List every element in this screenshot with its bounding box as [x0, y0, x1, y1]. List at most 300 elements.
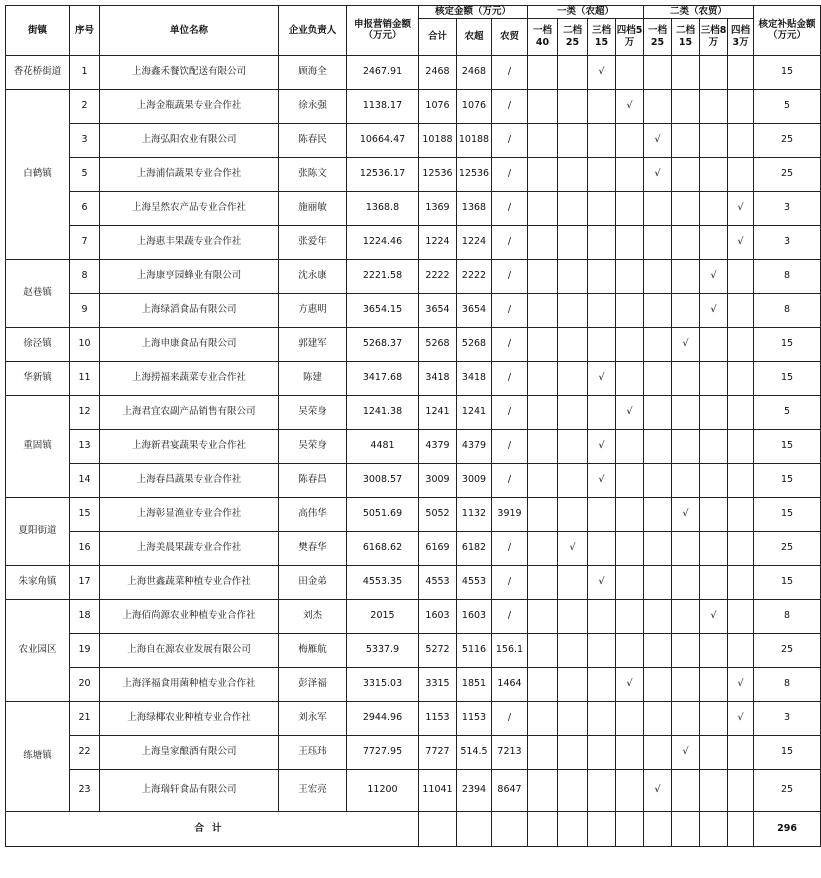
tier-cell: [558, 123, 588, 157]
seq-cell: 13: [70, 429, 100, 463]
tier-cell: √: [672, 327, 700, 361]
tier-cell: [728, 327, 754, 361]
tier-cell: [588, 701, 616, 735]
supermarket-cell: 1851: [457, 667, 492, 701]
table-row: [6, 327, 821, 361]
tier-cell: [672, 225, 700, 259]
header-town: 街镇: [6, 6, 70, 56]
tier-cell: [700, 225, 728, 259]
tier-cell: [588, 225, 616, 259]
tier-cell: [528, 157, 558, 191]
tier-cell: [700, 633, 728, 667]
tier-cell: [616, 293, 644, 327]
header-cat2: 二类（农贸）: [644, 6, 754, 19]
header-c1-tier2: 二档25: [558, 18, 588, 55]
tier-cell: [528, 531, 558, 565]
tier-cell: √: [700, 259, 728, 293]
supermarket-cell: 514.5: [457, 735, 492, 769]
total-cell: 3009: [419, 463, 457, 497]
tier-cell: [616, 769, 644, 811]
tier-cell: [558, 327, 588, 361]
unit-name-cell: 上海春昌蔬果专业合作社: [100, 463, 279, 497]
unit-name-cell: 上海佰尚源农业种植专业合作社: [100, 599, 279, 633]
market-cell: /: [492, 565, 528, 599]
owner-cell: 沈永康: [279, 259, 347, 293]
tier-cell: [644, 531, 672, 565]
tier-cell: [558, 735, 588, 769]
seq-cell: 3: [70, 123, 100, 157]
declared-cell: 3008.57: [347, 463, 419, 497]
market-cell: /: [492, 123, 528, 157]
market-cell: /: [492, 293, 528, 327]
tier-cell: [672, 191, 700, 225]
tier-cell: [644, 395, 672, 429]
header-c2-tier3: 三档8万: [700, 18, 728, 55]
declared-cell: 3654.15: [347, 293, 419, 327]
tier-cell: [588, 191, 616, 225]
tier-cell: [588, 633, 616, 667]
unit-name-cell: 上海彰显渔业专业合作社: [100, 497, 279, 531]
market-cell: /: [492, 191, 528, 225]
header-market: 农贸: [492, 18, 528, 55]
tier-cell: √: [728, 701, 754, 735]
tier-cell: [616, 633, 644, 667]
declared-cell: 4481: [347, 429, 419, 463]
tier-cell: [558, 157, 588, 191]
tier-cell: [616, 531, 644, 565]
tier-cell: √: [728, 225, 754, 259]
header-sum: 合计: [419, 18, 457, 55]
table-row: [6, 89, 821, 123]
tier-cell: [528, 259, 558, 293]
table-body: [6, 55, 821, 811]
tier-cell: [644, 225, 672, 259]
tier-cell: [644, 429, 672, 463]
tier-cell: [528, 327, 558, 361]
total-cell: 3654: [419, 293, 457, 327]
tier-cell: [672, 395, 700, 429]
tier-cell: [558, 259, 588, 293]
seq-cell: 22: [70, 735, 100, 769]
tier-cell: [558, 633, 588, 667]
subsidy-cell: 25: [754, 157, 821, 191]
tier-cell: √: [558, 531, 588, 565]
subsidy-cell: 8: [754, 293, 821, 327]
tier-cell: [588, 293, 616, 327]
supermarket-cell: 1153: [457, 701, 492, 735]
total-cell: 3418: [419, 361, 457, 395]
tier-cell: [588, 123, 616, 157]
tier-cell: [616, 463, 644, 497]
tier-cell: [672, 531, 700, 565]
supermarket-cell: 1076: [457, 89, 492, 123]
market-cell: 156.1: [492, 633, 528, 667]
subsidy-cell: 15: [754, 497, 821, 531]
table-row: [6, 395, 821, 429]
header-c1-tier3: 三档15: [588, 18, 616, 55]
subsidy-cell: 25: [754, 531, 821, 565]
tier-cell: [728, 769, 754, 811]
tier-cell: [728, 293, 754, 327]
tier-cell: [616, 429, 644, 463]
tier-cell: [588, 667, 616, 701]
total-cell: 4379: [419, 429, 457, 463]
market-cell: 1464: [492, 667, 528, 701]
header-supermarket: 农超: [457, 18, 492, 55]
owner-cell: 王珏玮: [279, 735, 347, 769]
tier-cell: [728, 565, 754, 599]
declared-cell: 1138.17: [347, 89, 419, 123]
tier-cell: [588, 769, 616, 811]
tier-cell: [700, 123, 728, 157]
unit-name-cell: 上海鑫禾餐饮配送有限公司: [100, 55, 279, 89]
unit-name-cell: 上海新君宴蔬果专业合作社: [100, 429, 279, 463]
tier-cell: [558, 497, 588, 531]
tier-cell: [528, 225, 558, 259]
town-cell: 华新镇: [6, 361, 70, 395]
subsidy-cell: 5: [754, 89, 821, 123]
tier-cell: [616, 361, 644, 395]
supermarket-cell: 3009: [457, 463, 492, 497]
unit-name-cell: 上海弘阳农业有限公司: [100, 123, 279, 157]
tier-cell: [728, 463, 754, 497]
table-row: [6, 157, 821, 191]
seq-cell: 7: [70, 225, 100, 259]
tier-cell: [528, 395, 558, 429]
tier-cell: [558, 191, 588, 225]
tier-cell: [672, 463, 700, 497]
total-value: 296: [754, 811, 821, 846]
market-cell: 3919: [492, 497, 528, 531]
tier-cell: [728, 89, 754, 123]
tier-cell: [558, 225, 588, 259]
tier-cell: [700, 531, 728, 565]
subsidy-cell: 8: [754, 599, 821, 633]
table-row: [6, 259, 821, 293]
tier-cell: [644, 599, 672, 633]
tier-cell: [558, 55, 588, 89]
total-row: [6, 811, 821, 846]
owner-cell: 梅雁航: [279, 633, 347, 667]
tier-cell: [644, 327, 672, 361]
tier-cell: [728, 55, 754, 89]
tier-cell: [558, 361, 588, 395]
tier-cell: [588, 497, 616, 531]
table-row: [6, 123, 821, 157]
tier-cell: [672, 123, 700, 157]
tier-cell: [528, 599, 558, 633]
seq-cell: 12: [70, 395, 100, 429]
declared-cell: 1368.8: [347, 191, 419, 225]
town-cell: 赵巷镇: [6, 259, 70, 327]
tier-cell: [728, 157, 754, 191]
total-cell: 1369: [419, 191, 457, 225]
tier-cell: [616, 497, 644, 531]
seq-cell: 20: [70, 667, 100, 701]
tier-cell: [528, 463, 558, 497]
total-cell: 5268: [419, 327, 457, 361]
supermarket-cell: 2222: [457, 259, 492, 293]
seq-cell: 16: [70, 531, 100, 565]
seq-cell: 1: [70, 55, 100, 89]
total-cell: 2468: [419, 55, 457, 89]
tier-cell: √: [644, 123, 672, 157]
table-row: [6, 667, 821, 701]
total-cell: 6169: [419, 531, 457, 565]
subsidy-cell: 15: [754, 565, 821, 599]
tier-cell: [528, 701, 558, 735]
tier-cell: [528, 667, 558, 701]
owner-cell: 张爱年: [279, 225, 347, 259]
seq-cell: 23: [70, 769, 100, 811]
subsidy-cell: 25: [754, 769, 821, 811]
tier-cell: [644, 633, 672, 667]
tier-cell: [558, 89, 588, 123]
unit-name-cell: 上海皇家酿酒有限公司: [100, 735, 279, 769]
tier-cell: [644, 667, 672, 701]
tier-cell: [644, 55, 672, 89]
owner-cell: 陈春民: [279, 123, 347, 157]
tier-cell: [700, 565, 728, 599]
tier-cell: [528, 497, 558, 531]
tier-cell: [700, 701, 728, 735]
tier-cell: √: [700, 293, 728, 327]
header-c1-tier4: 四档5万: [616, 18, 644, 55]
supermarket-cell: 5268: [457, 327, 492, 361]
header-unit: 单位名称: [100, 6, 279, 56]
unit-name-cell: 上海惠丰果蔬专业合作社: [100, 225, 279, 259]
seq-cell: 9: [70, 293, 100, 327]
tier-cell: [616, 191, 644, 225]
table-row: [6, 55, 821, 89]
tier-cell: [672, 89, 700, 123]
tier-cell: [644, 361, 672, 395]
market-cell: /: [492, 463, 528, 497]
supermarket-cell: 3654: [457, 293, 492, 327]
seq-cell: 11: [70, 361, 100, 395]
total-cell: 4553: [419, 565, 457, 599]
tier-cell: [728, 259, 754, 293]
tier-cell: [588, 395, 616, 429]
declared-cell: 1241.38: [347, 395, 419, 429]
total-cell: 10188: [419, 123, 457, 157]
tier-cell: √: [616, 667, 644, 701]
unit-name-cell: 上海君宜农副产品销售有限公司: [100, 395, 279, 429]
supermarket-cell: 5116: [457, 633, 492, 667]
unit-name-cell: 上海申康食品有限公司: [100, 327, 279, 361]
declared-cell: 3315.03: [347, 667, 419, 701]
market-cell: /: [492, 55, 528, 89]
tier-cell: [528, 89, 558, 123]
supermarket-cell: 4553: [457, 565, 492, 599]
tier-cell: √: [588, 55, 616, 89]
tier-cell: [528, 735, 558, 769]
supermarket-cell: 1224: [457, 225, 492, 259]
unit-name-cell: 上海绿椰农业种植专业合作社: [100, 701, 279, 735]
subsidy-cell: 25: [754, 123, 821, 157]
tier-cell: [728, 123, 754, 157]
supermarket-cell: 12536: [457, 157, 492, 191]
table-row: [6, 735, 821, 769]
subsidy-cell: 3: [754, 191, 821, 225]
seq-cell: 2: [70, 89, 100, 123]
declared-cell: 2015: [347, 599, 419, 633]
tier-cell: [728, 395, 754, 429]
subsidy-cell: 5: [754, 395, 821, 429]
tier-cell: [588, 735, 616, 769]
tier-cell: [700, 89, 728, 123]
tier-cell: √: [616, 395, 644, 429]
header-c2-tier1: 一档25: [644, 18, 672, 55]
declared-cell: 6168.62: [347, 531, 419, 565]
seq-cell: 14: [70, 463, 100, 497]
town-cell: 白鹤镇: [6, 89, 70, 259]
tier-cell: [700, 55, 728, 89]
seq-cell: 10: [70, 327, 100, 361]
total-label: 合计: [6, 811, 419, 846]
declared-cell: 4553.35: [347, 565, 419, 599]
tier-cell: [728, 429, 754, 463]
supermarket-cell: 4379: [457, 429, 492, 463]
tier-cell: [588, 531, 616, 565]
declared-cell: 2944.96: [347, 701, 419, 735]
supermarket-cell: 1603: [457, 599, 492, 633]
tier-cell: [728, 633, 754, 667]
owner-cell: 吴荣身: [279, 429, 347, 463]
unit-name-cell: 上海美晨果蔬专业合作社: [100, 531, 279, 565]
declared-cell: 12536.17: [347, 157, 419, 191]
tier-cell: [672, 599, 700, 633]
tier-cell: √: [672, 497, 700, 531]
tier-cell: [588, 89, 616, 123]
tier-cell: [700, 361, 728, 395]
town-cell: 香花桥街道: [6, 55, 70, 89]
tier-cell: [616, 55, 644, 89]
tier-cell: √: [728, 191, 754, 225]
tier-cell: [672, 565, 700, 599]
tier-cell: [644, 463, 672, 497]
tier-cell: [700, 429, 728, 463]
tier-cell: [616, 565, 644, 599]
tier-cell: [672, 157, 700, 191]
total-cell: 1241: [419, 395, 457, 429]
owner-cell: 张陈文: [279, 157, 347, 191]
declared-cell: 7727.95: [347, 735, 419, 769]
total-cell: 7727: [419, 735, 457, 769]
tier-cell: [672, 633, 700, 667]
table-row: [6, 361, 821, 395]
tier-cell: √: [728, 667, 754, 701]
header-c2-tier2: 二档15: [672, 18, 700, 55]
tier-cell: [528, 633, 558, 667]
tier-cell: [700, 157, 728, 191]
market-cell: 8647: [492, 769, 528, 811]
market-cell: 7213: [492, 735, 528, 769]
market-cell: /: [492, 89, 528, 123]
total-cell: 1153: [419, 701, 457, 735]
owner-cell: 施丽敏: [279, 191, 347, 225]
total-cell: 11041: [419, 769, 457, 811]
table-row: [6, 463, 821, 497]
town-cell: 夏阳街道: [6, 497, 70, 565]
tier-cell: [616, 327, 644, 361]
town-cell: 徐泾镇: [6, 327, 70, 361]
table-row: [6, 599, 821, 633]
tier-cell: [672, 293, 700, 327]
tier-cell: [644, 191, 672, 225]
tier-cell: √: [644, 157, 672, 191]
tier-cell: [644, 89, 672, 123]
supermarket-cell: 1132: [457, 497, 492, 531]
tier-cell: [528, 293, 558, 327]
market-cell: /: [492, 157, 528, 191]
tier-cell: [616, 123, 644, 157]
tier-cell: [700, 395, 728, 429]
header-c2-tier4: 四档3万: [728, 18, 754, 55]
subsidy-cell: 15: [754, 735, 821, 769]
tier-cell: [588, 327, 616, 361]
declared-cell: 10664.47: [347, 123, 419, 157]
tier-cell: [644, 293, 672, 327]
subsidy-cell: 3: [754, 225, 821, 259]
tier-cell: [672, 667, 700, 701]
subsidy-table: [5, 5, 821, 847]
supermarket-cell: 3418: [457, 361, 492, 395]
tier-cell: √: [700, 599, 728, 633]
declared-cell: 2221.58: [347, 259, 419, 293]
header-declared: 申报营销金额（万元）: [347, 6, 419, 56]
tier-cell: [616, 259, 644, 293]
unit-name-cell: 上海世鑫蔬菜种植专业合作社: [100, 565, 279, 599]
seq-cell: 18: [70, 599, 100, 633]
supermarket-cell: 6182: [457, 531, 492, 565]
owner-cell: 陈建: [279, 361, 347, 395]
town-cell: 朱家角镇: [6, 565, 70, 599]
owner-cell: 田金弟: [279, 565, 347, 599]
declared-cell: 5051.69: [347, 497, 419, 531]
tier-cell: [700, 463, 728, 497]
tier-cell: [588, 157, 616, 191]
tier-cell: √: [644, 769, 672, 811]
owner-cell: 刘永军: [279, 701, 347, 735]
tier-cell: [528, 361, 558, 395]
owner-cell: 陈春昌: [279, 463, 347, 497]
tier-cell: [616, 701, 644, 735]
header-cat1: 一类（农超）: [528, 6, 644, 19]
tier-cell: [700, 667, 728, 701]
tier-cell: [672, 259, 700, 293]
tier-cell: [728, 497, 754, 531]
subsidy-cell: 3: [754, 701, 821, 735]
tier-cell: [558, 701, 588, 735]
table-row: [6, 633, 821, 667]
tier-cell: [558, 395, 588, 429]
subsidy-cell: 25: [754, 633, 821, 667]
declared-cell: 3417.68: [347, 361, 419, 395]
tier-cell: [558, 293, 588, 327]
header-subsidy: 核定补贴金额（万元）: [754, 6, 821, 56]
tier-cell: [700, 497, 728, 531]
owner-cell: 吴荣身: [279, 395, 347, 429]
table-row: [6, 497, 821, 531]
owner-cell: 顾海全: [279, 55, 347, 89]
unit-name-cell: 上海捞福来蔬菜专业合作社: [100, 361, 279, 395]
tier-cell: [558, 565, 588, 599]
owner-cell: 樊春华: [279, 531, 347, 565]
seq-cell: 17: [70, 565, 100, 599]
tier-cell: [700, 769, 728, 811]
tier-cell: [728, 531, 754, 565]
